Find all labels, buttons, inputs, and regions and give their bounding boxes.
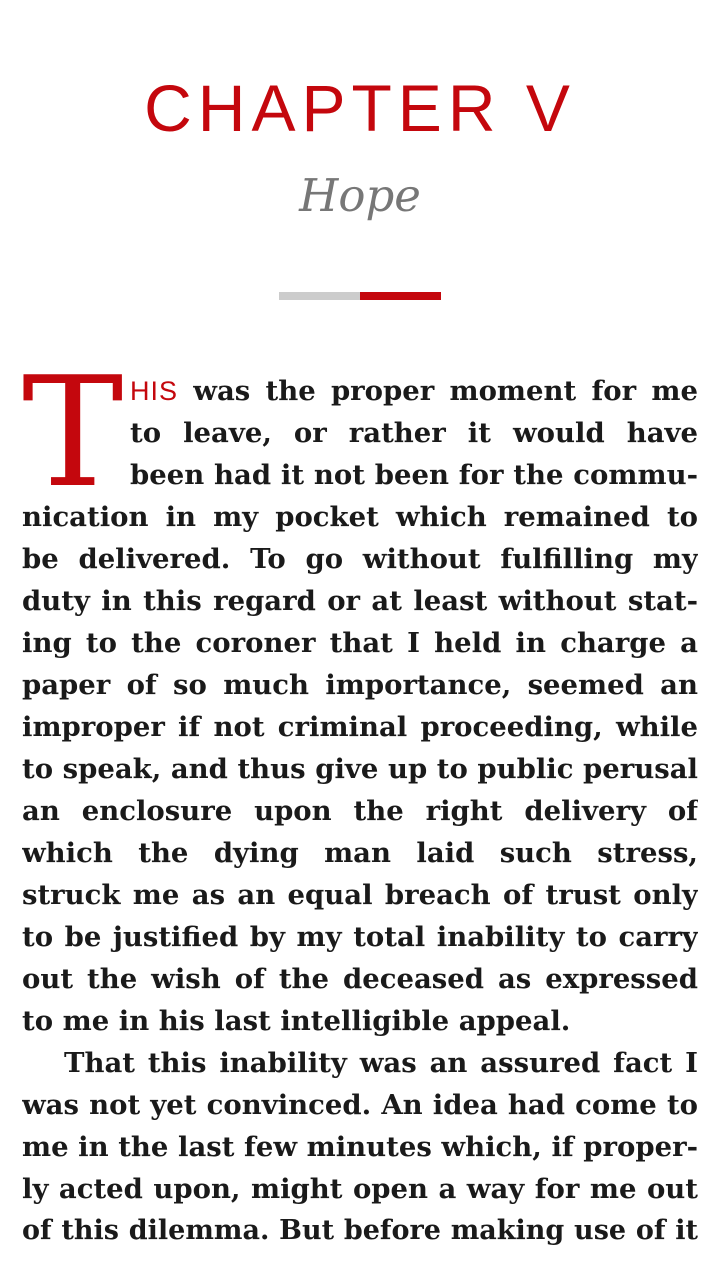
chapter-text — [22, 344, 698, 1252]
text-line: improper if not criminal proceeding, while — [22, 711, 698, 743]
text-line: be delivered. To go without fulfilling my — [22, 543, 698, 575]
divider-red-segment — [360, 292, 441, 300]
text-line: of this dilemma. But before making use of it — [22, 1215, 698, 1246]
chapter-title: Hope — [299, 169, 421, 222]
text-line: ing to the coroner that I held in charge a — [22, 627, 698, 659]
text-line: which the dying man laid such stress, — [22, 837, 698, 869]
text-line: to leave, or rather it would have — [130, 417, 698, 449]
drop-cap: T — [22, 344, 124, 521]
text-line: me in the last few minutes which, if proper- — [22, 1131, 698, 1163]
divider-gray-segment — [279, 292, 360, 300]
chapter-divider — [279, 292, 441, 300]
chapter-number: CHAPTER V — [144, 71, 576, 145]
text-line: struck me as an equal breach of trust only — [22, 879, 698, 911]
text-line-content: was the proper moment for me — [178, 375, 698, 407]
text-line: That this inability was an assured fact I — [64, 1047, 698, 1079]
text-line: to speak, and thus give up to public perusal — [22, 753, 698, 785]
text-line: ly acted upon, might open a way for me out — [22, 1173, 698, 1205]
text-line: an enclosure upon the right delivery of — [22, 795, 698, 827]
text-line: duty in this regard or at least without stat- — [22, 585, 698, 617]
text-line: been had it not been for the commu- — [130, 459, 698, 491]
first-word-smallcaps: HIS — [130, 376, 179, 406]
text-line: was not yet convinced. An idea had come to — [22, 1089, 698, 1121]
text-line: to me in his last intelligible appeal. — [22, 1005, 571, 1037]
text-line: to be justified by my total inability to carry — [22, 921, 698, 953]
text-line: paper of so much importance, seemed an — [22, 669, 698, 701]
text-line: out the wish of the deceased as expressed — [22, 963, 698, 995]
text-line — [22, 370, 698, 412]
text-line: nication in my pocket which remained to — [22, 501, 698, 533]
